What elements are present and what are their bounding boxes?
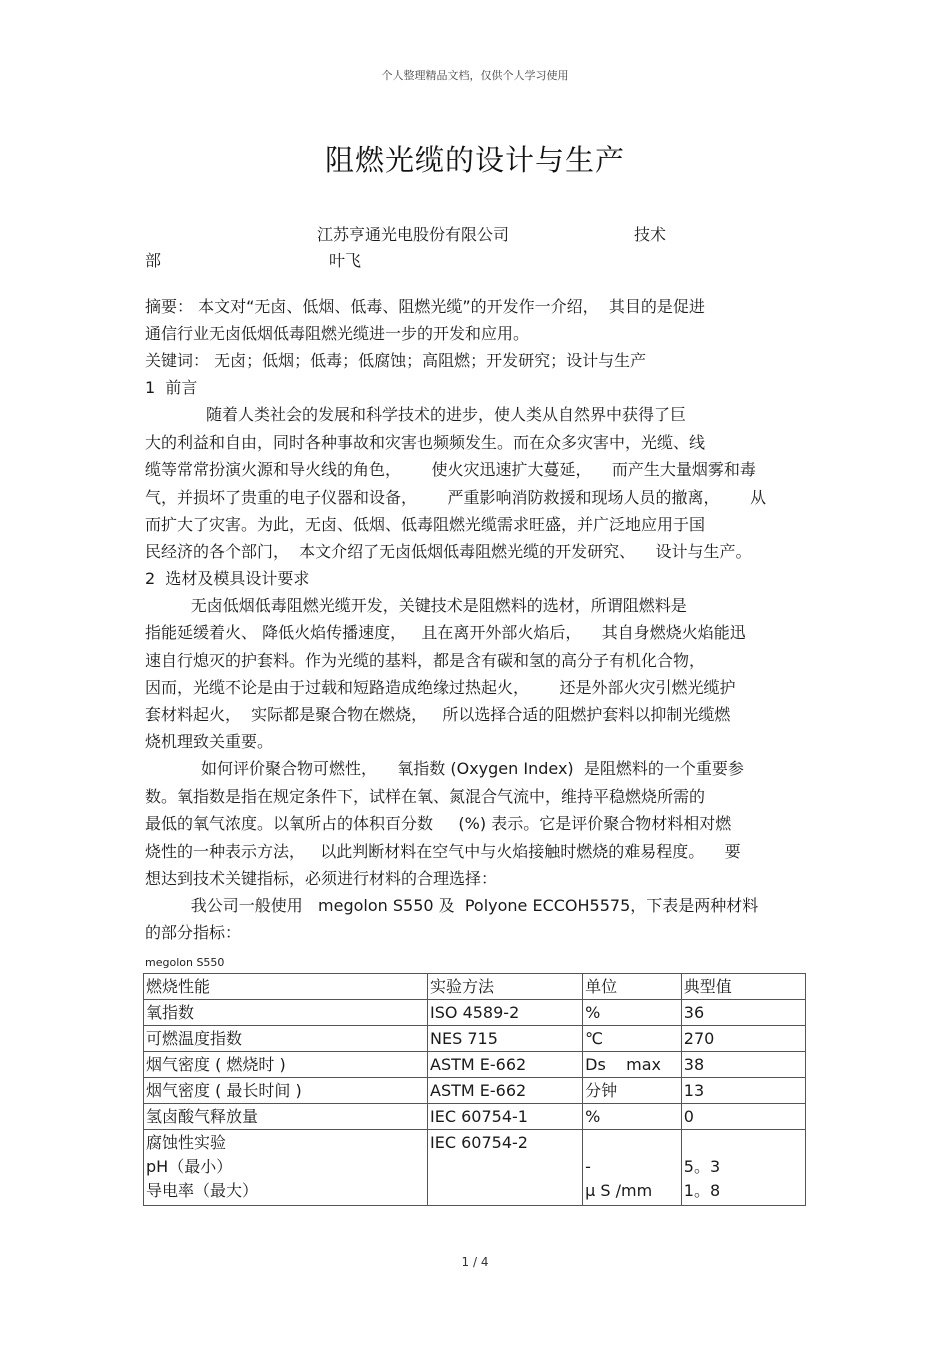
table-cell: Ds max <box>583 1052 682 1078</box>
section-1-heading: 1 前言 <box>145 378 198 397</box>
table-caption: megolon S550 <box>145 956 225 969</box>
section-2-line: 无卤低烟低毒阻燃光缆开发，关键技术是阻燃料的选材，所谓阻燃料是 <box>145 596 687 615</box>
table-cell: 分钟 <box>583 1078 682 1104</box>
cell-line: 5。3 <box>683 1157 721 1176</box>
cell-line <box>684 1131 803 1155</box>
section-2-line: 指能延缓着火、 降低火焰传播速度， 且在离开外部火焰后， 其自身燃烧火焰能迅 <box>145 623 746 642</box>
section-1-line: 缆等常常扮演火源和导火线的角色， 使火灾迅速扩大蔓延， 而产生大量烟雾和毒 <box>145 460 756 479</box>
section-2-line: 想达到技术关键指标，必须进行材料的合理选择： <box>145 869 498 888</box>
section-2-line: 烧机理致关重要。 <box>145 732 274 751</box>
table-cell <box>428 1130 583 1206</box>
table-row-corrosion <box>144 1130 806 1206</box>
table-cell <box>583 1130 682 1206</box>
section-2-line: 套材料起火， 实际都是聚合物在燃烧， 所以选择合适的阻燃护套料以抑制光缆燃 <box>145 705 731 724</box>
table-header-cell: 单位 <box>583 974 682 1000</box>
table-cell: % <box>583 1104 682 1130</box>
section-1-line: 气，并损坏了贵重的电子仪器和设备， 严重影响消防救援和现场人员的撤离， 从 <box>145 488 767 507</box>
cell-line: pH（最小） <box>146 1157 233 1176</box>
cell-line: μ S /mm <box>585 1181 653 1200</box>
section-1-line: 随着人类社会的发展和科学技术的进步，使人类从自然界中获得了巨 <box>145 405 687 424</box>
table-row <box>144 1104 806 1130</box>
section-1-line: 大的利益和自由，同时各种事故和灾害也频频发生。而在众多灾害中，光缆、线 <box>145 433 706 452</box>
section-1-line: 民经济的各个部门， 本文介绍了无卤低烟低毒阻燃光缆的开发研究、 设计与生产。 <box>145 542 752 561</box>
table-cell <box>144 1130 428 1206</box>
table-header-cell: 典型值 <box>681 974 805 1000</box>
document-title: 阻燃光缆的设计与生产 <box>324 143 625 177</box>
table-cell: ℃ <box>583 1026 682 1052</box>
byline-author: 叶飞 <box>329 251 362 270</box>
table-row <box>144 1026 806 1052</box>
cell-line: - <box>585 1157 591 1176</box>
table-cell <box>681 1130 805 1206</box>
section-2-line: 速自行熄灭的护套料。作为光缆的基料，都是含有碳和氢的高分子有机化合物， <box>145 651 706 670</box>
cell-line: IEC 60754-2 <box>430 1133 528 1152</box>
header-note: 个人整理精品文档，仅供个人学习使用 <box>381 69 569 82</box>
cell-line: 腐蚀性实验 <box>146 1133 227 1152</box>
table-row <box>144 1052 806 1078</box>
keywords: 关键词： 无卤；低烟；低毒；低腐蚀；高阻燃；开发研究；设计与生产 <box>145 351 647 370</box>
section-2-line: 数。氧指数是指在规定条件下，试样在氧、氮混合气流中，维持平稳燃烧所需的 <box>145 787 706 806</box>
abstract-line: 通信行业无卤低烟低毒阻燃光缆进一步的开发和应用。 <box>145 324 530 343</box>
table-cell: 可燃温度指数 <box>144 1026 428 1052</box>
table-header-cell: 燃烧性能 <box>144 974 428 1000</box>
cell-line: 导电率（最大） <box>146 1181 259 1200</box>
section-2-line: 我公司一般使用 megolon S550 及 Polyone ECCOH5575，下表是两种材料 <box>145 896 759 915</box>
table-row <box>144 1000 806 1026</box>
section-1-line: 而扩大了灾害。为此，无卤、低烟、低毒阻燃光缆需求旺盛，并广泛地应用于国 <box>145 515 706 534</box>
section-2-line: 最低的氧气浓度。以氧所占的体积百分数 (%) 表示。它是评价聚合物材料相对燃 <box>145 814 732 833</box>
table-cell: IEC 60754-1 <box>428 1104 583 1130</box>
page-number: 1 / 4 <box>461 1255 489 1269</box>
section-2-line: 烧性的一种表示方法， 以此判断材料在空气中与火焰接触时燃烧的难易程度。 要 <box>145 842 741 861</box>
byline-dept-a: 技术 <box>634 225 667 244</box>
cell-line <box>585 1131 679 1155</box>
table-cell: ISO 4589-2 <box>428 1000 583 1026</box>
abstract-line: 摘要： 本文对“无卤、低烟、低毒、阻燃光缆”的开发作一介绍， 其目的是促进 <box>145 297 705 316</box>
table-cell: % <box>583 1000 682 1026</box>
table-row <box>144 1078 806 1104</box>
table-cell: 38 <box>681 1052 805 1078</box>
section-2-line: 因而，光缆不论是由于过载和短路造成绝缘过热起火， 还是外部火灾引燃光缆护 <box>145 678 736 697</box>
table-cell: 36 <box>681 1000 805 1026</box>
table-header-row <box>144 974 806 1000</box>
table-cell: 0 <box>681 1104 805 1130</box>
table-cell: NES 715 <box>428 1026 583 1052</box>
section-2-heading: 2 选材及模具设计要求 <box>145 569 310 588</box>
table-cell: 烟气密度 ( 最长时间 ) <box>144 1078 428 1104</box>
table-header-cell: 实验方法 <box>428 974 583 1000</box>
cell-line: 1。8 <box>683 1181 721 1200</box>
spec-table <box>143 973 806 1206</box>
table-cell: 13 <box>681 1078 805 1104</box>
section-2-line: 如何评价聚合物可燃性， 氧指数 (Oxygen Index) 是阻燃料的一个重要参 <box>145 759 744 778</box>
table-cell: ASTM E-662 <box>428 1078 583 1104</box>
byline-company: 江苏亨通光电股份有限公司 <box>317 225 510 244</box>
table-cell: 270 <box>681 1026 805 1052</box>
table-cell: 氧指数 <box>144 1000 428 1026</box>
table-cell: 氢卤酸气释放量 <box>144 1104 428 1130</box>
table-cell: ASTM E-662 <box>428 1052 583 1078</box>
section-2-line: 的部分指标： <box>145 923 242 942</box>
table-cell: 烟气密度 ( 燃烧时 ) <box>144 1052 428 1078</box>
byline-dept-b: 部 <box>145 251 162 270</box>
